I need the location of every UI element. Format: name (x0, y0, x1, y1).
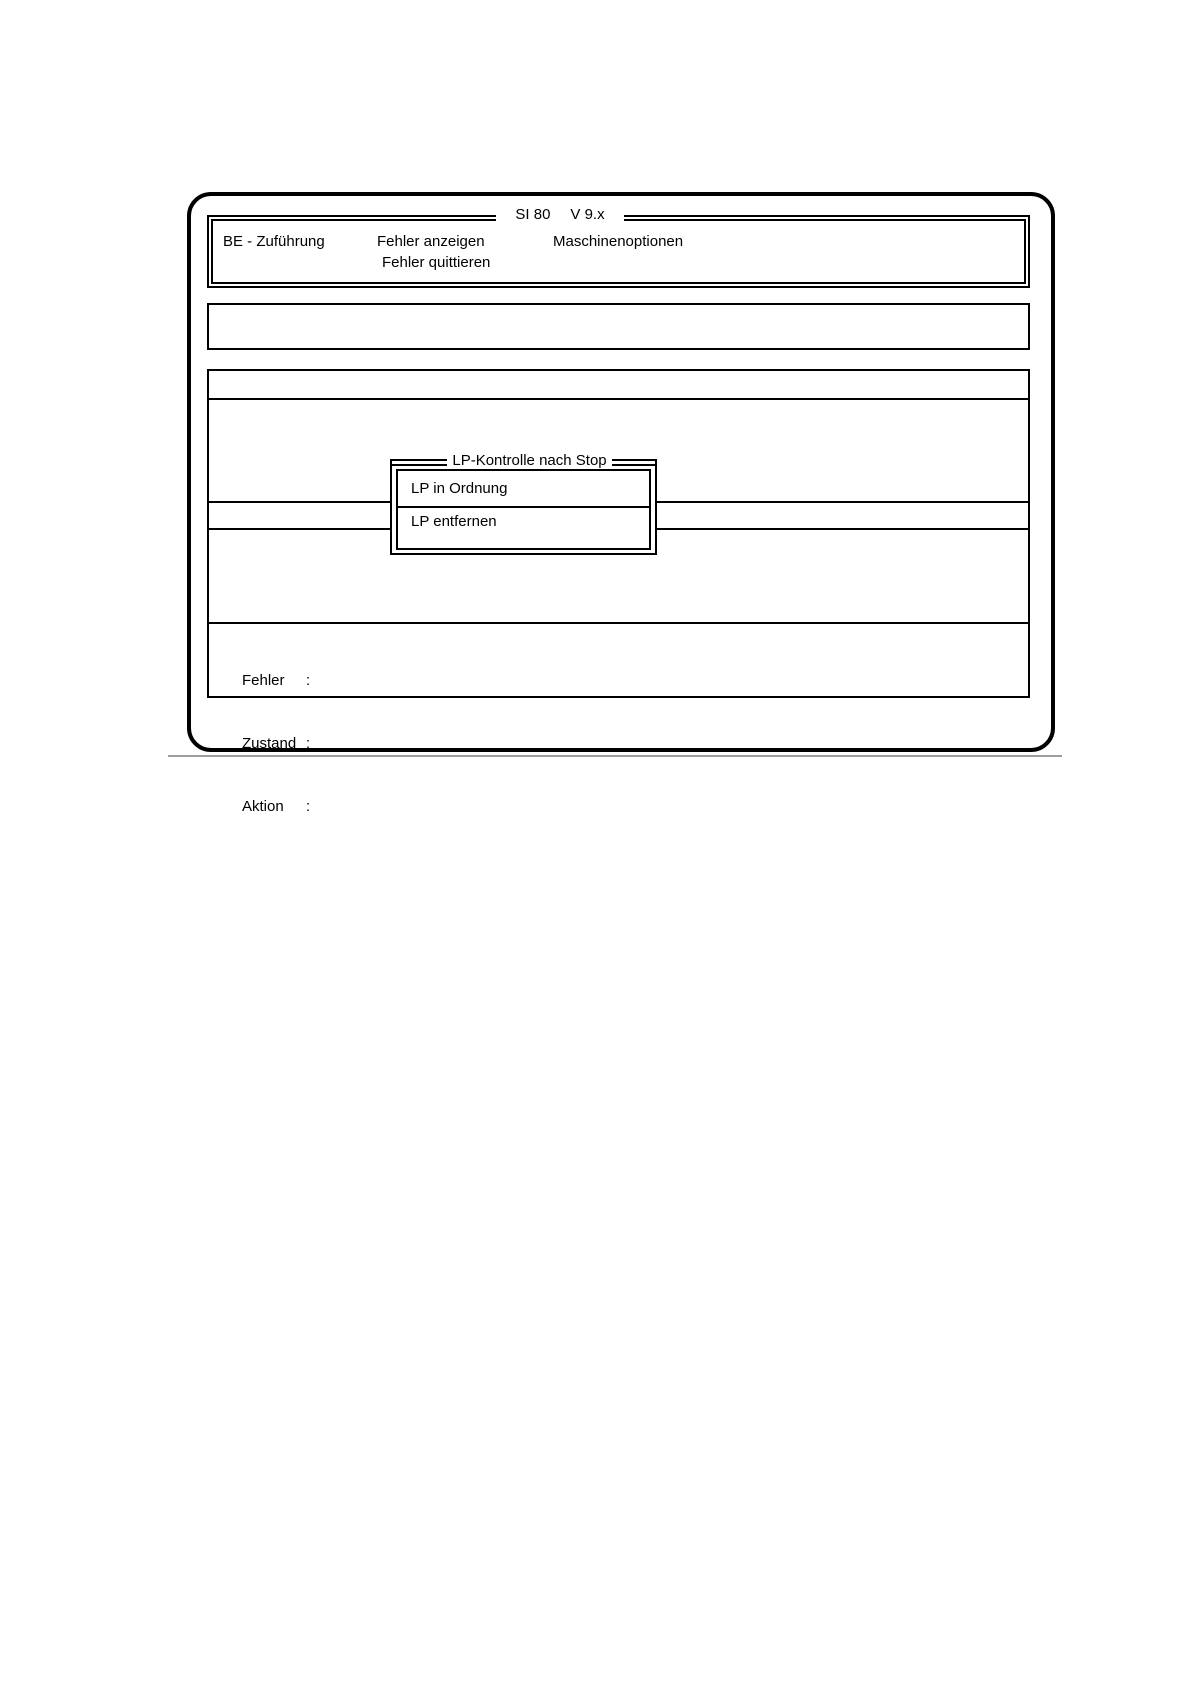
app-name: SI 80 (515, 205, 551, 223)
status-colon: : (306, 735, 311, 752)
lp-control-dialog (390, 452, 657, 555)
status-label: Zustand (242, 735, 297, 752)
status-colon: : (306, 672, 311, 689)
app-version: V 9.x (570, 205, 605, 223)
dialog-option-lp-in-ordnung[interactable] (398, 471, 649, 508)
menu-item-fehler-anzeigen[interactable]: Fehler anzeigen (377, 233, 485, 250)
status-row-zustand (242, 733, 310, 754)
status-area (242, 628, 310, 859)
panel-divider (207, 622, 1030, 624)
status-row-aktion (242, 796, 310, 817)
menu-bar-inner-border (211, 219, 1026, 284)
status-row-fehler (242, 670, 310, 691)
page-rule-line (168, 755, 1062, 757)
panel-divider (207, 398, 1030, 400)
status-label: Aktion (242, 798, 284, 815)
dialog-title-double-rule-left (390, 459, 447, 466)
menu-item-fehler-quittieren[interactable]: Fehler quittieren (382, 254, 491, 271)
menu-item-maschinenoptionen[interactable]: Maschinenoptionen (553, 233, 684, 250)
dialog-options-box (396, 469, 651, 550)
menu-bar (207, 215, 1030, 288)
status-label: Fehler (242, 672, 285, 689)
dialog-title-double-rule-right (612, 459, 657, 466)
dialog-option-lp-entfernen[interactable] (398, 508, 649, 548)
status-colon: : (306, 798, 311, 815)
message-panel (207, 303, 1030, 350)
menu-item-be-zufuehrung[interactable]: BE - Zuführung (223, 233, 325, 250)
dialog-option-label: LP entfernen (411, 513, 497, 530)
app-title (496, 203, 624, 225)
dialog-option-label: LP in Ordnung (411, 480, 508, 497)
dialog-title: LP-Kontrolle nach Stop (452, 452, 607, 469)
